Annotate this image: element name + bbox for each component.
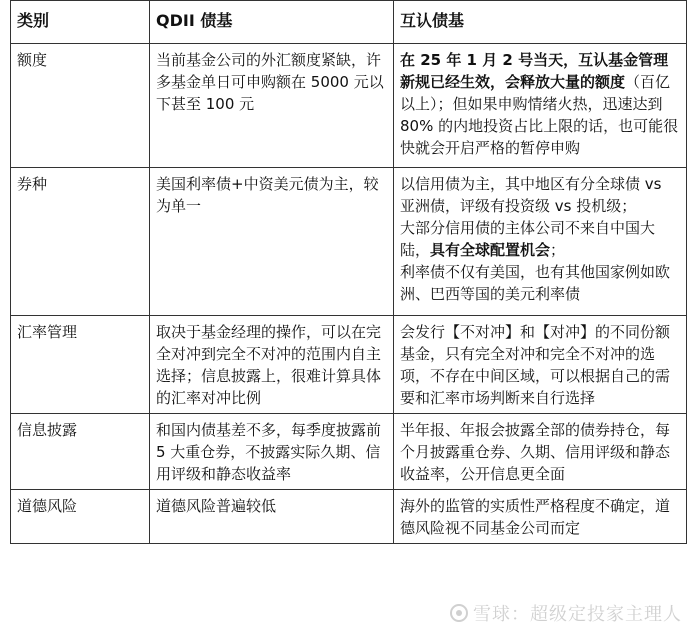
qdii-cell: 美国利率债+中资美元债为主，较为单一 (150, 168, 394, 316)
mutual-cell: 海外的监管的实质性严格程度不确定，道德风险视不同基金公司而定 (394, 490, 687, 544)
mutual-paragraph (400, 217, 680, 261)
row-category: 信息披露 (11, 414, 150, 490)
table-row (11, 44, 687, 168)
qdii-cell: 和国内债基差不多，每季度披露前 5 大重仓券，不披露实际久期、信用评级和静态收益率 (150, 414, 394, 490)
table-row (11, 490, 687, 544)
table-row (11, 168, 687, 316)
qdii-cell: 当前基金公司的外汇额度紧缺，许多基金单日可申购额在 5000 元以下甚至 100 元 (150, 44, 394, 168)
header-qdii: QDII 债基 (150, 1, 394, 44)
watermark-text: 雪球：超级定投家主理人 (473, 604, 682, 625)
table-row (11, 414, 687, 490)
mutual-cell (394, 168, 687, 316)
comparison-table (10, 0, 687, 544)
mutual-text: 大部分信用债的主体公司不来自中国大陆， (400, 219, 656, 259)
header-category: 类别 (11, 1, 150, 44)
watermark (449, 600, 682, 626)
mutual-bold-text: 在 25 年 1 月 2 号当天，互认基金管理新规已经生效，会释放大量的额度 (400, 51, 669, 91)
row-category: 汇率管理 (11, 316, 150, 414)
mutual-cell: 会发行【不对冲】和【对冲】的不同份额基金，只有完全对冲和完全不对冲的选项，不存在中间区域，可以根据自己的需要和汇率市场判断来自行选择 (394, 316, 687, 414)
table-header-row (11, 1, 687, 44)
qdii-cell: 道德风险普遍较低 (150, 490, 394, 544)
mutual-text: （百亿以上）；但如果申购情绪火热，迅速达到 80% 的内地投资占比上限的话，也可能很快就会开启严格的暂停申购 (400, 73, 679, 157)
qdii-cell: 取决于基金经理的操作，可以在完全对冲到完全不对冲的范围内自主选择；信息披露上，很难计算具体的汇率对冲比例 (150, 316, 394, 414)
header-mutual: 互认债基 (394, 1, 687, 44)
row-category: 道德风险 (11, 490, 150, 544)
mutual-paragraph: 利率债不仅有美国，也有其他国家例如欧洲、巴西等国的美元利率债 (400, 263, 671, 303)
row-category: 券种 (11, 168, 150, 316)
row-category: 额度 (11, 44, 150, 168)
snowball-logo-icon (449, 603, 469, 623)
mutual-paragraph: 以信用债为主，其中地区有分全球债 vs 亚洲债，评级有投资级 vs 投机级； (400, 175, 662, 215)
mutual-bold-text: 具有全球配置机会 (430, 241, 551, 259)
mutual-cell (394, 44, 687, 168)
table-row (11, 316, 687, 414)
mutual-cell: 半年报、年报会披露全部的债券持仓，每个月披露重仓券、久期、信用评级和静态收益率，公开信息更全面 (394, 414, 687, 490)
mutual-text: ； (550, 241, 566, 259)
